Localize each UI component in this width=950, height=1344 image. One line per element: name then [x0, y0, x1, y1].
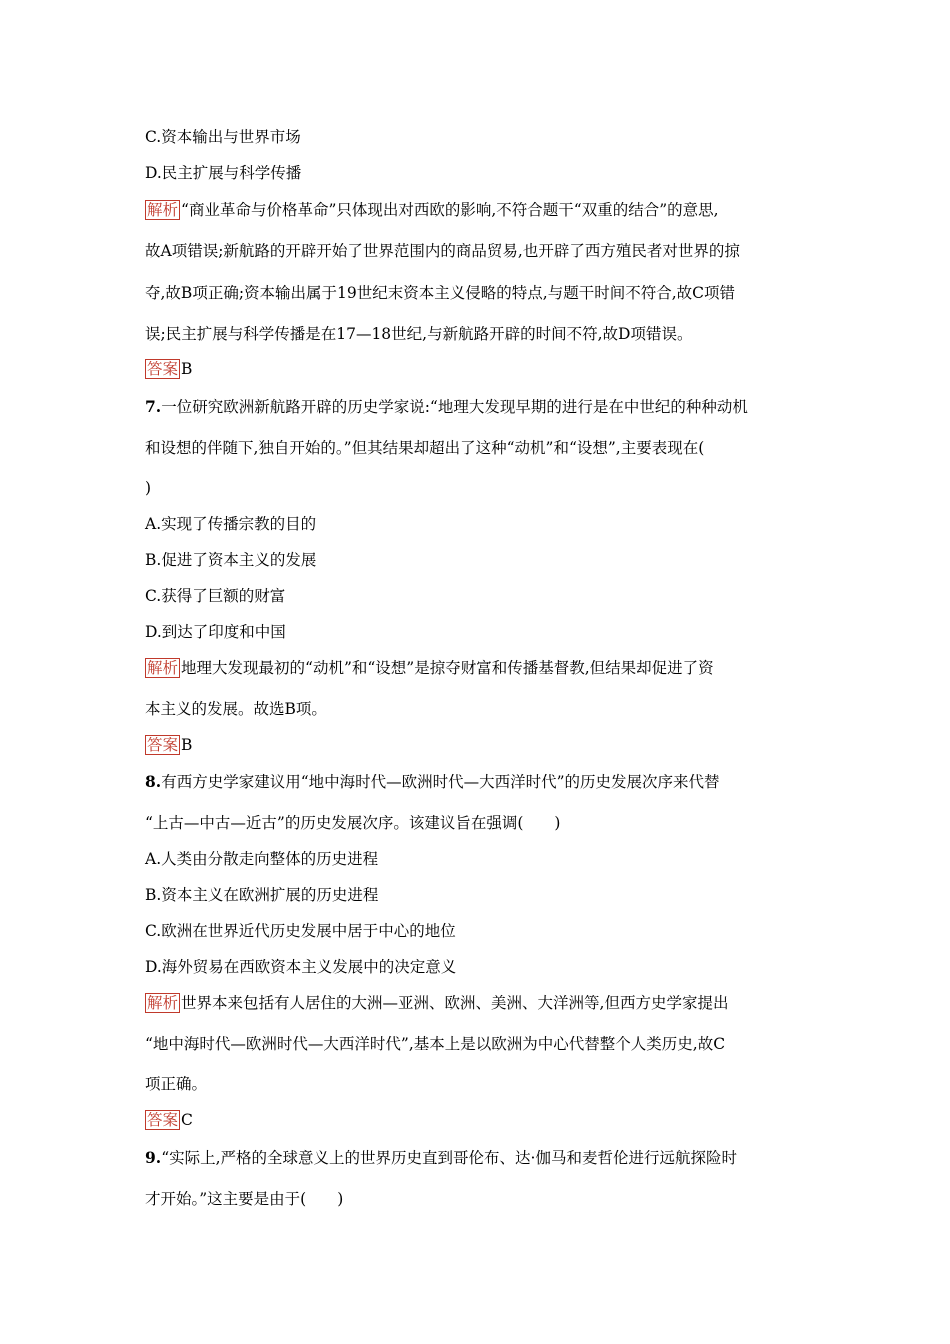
q9-stem-line-2: 才开始。”这主要是由于( ): [145, 1190, 344, 1208]
q6-analysis-line-3: 夺,故B项正确;资本输出属于19世纪末资本主义侵略的特点,与题干时间不符合,故C项错: [145, 284, 735, 302]
q7-stem-text-1: 一位研究欧洲新航路开辟的历史学家说:“地理大发现早期的进行是在中世纪的种种动机: [161, 398, 748, 416]
q7-stem-line-1: [145, 396, 748, 418]
q8-option-a: A.人类由分散走向整体的历史进程: [145, 850, 379, 868]
q7-number: 7.: [145, 397, 162, 416]
q8-number: 8.: [145, 772, 162, 791]
q8-option-b: B.资本主义在欧洲扩展的历史进程: [145, 886, 379, 904]
q8-stem-line-1: [145, 771, 720, 793]
q8-stem-line-2: “上古—中古—近古”的历史发展次序。该建议旨在强调( ): [145, 814, 561, 832]
q6-answer-value: B: [181, 360, 193, 378]
q6-analysis-text-1: “商业革命与价格革命”只体现出对西欧的影响,不符合题干“双重的结合”的意思,: [181, 201, 719, 219]
q8-answer-value: C: [181, 1111, 193, 1129]
q8-answer: [145, 1109, 193, 1131]
q6-option-d: D.民主扩展与科学传播: [145, 164, 302, 182]
q9-number: 9.: [145, 1148, 162, 1167]
analysis-tag: 解析: [147, 994, 179, 1012]
q8-option-d: D.海外贸易在西欧资本主义发展中的决定意义: [145, 958, 457, 976]
q7-option-c: C.获得了巨额的财富: [145, 587, 286, 605]
q7-option-b: B.促进了资本主义的发展: [145, 551, 317, 569]
q6-option-c: C.资本输出与世界市场: [145, 128, 301, 146]
q8-analysis-text-1: 世界本来包括有人居住的大洲—亚洲、欧洲、美洲、大洋洲等,但西方史学家提出: [181, 994, 729, 1012]
q6-analysis-line-1: [145, 199, 719, 221]
q7-stem-line-2: 和设想的伴随下,独自开始的。”但其结果却超出了这种“动机”和“设想”,主要表现在(: [145, 439, 705, 457]
q7-stem-line-3: ): [145, 479, 152, 497]
q7-analysis-line-2: 本主义的发展。故选B项。: [145, 700, 327, 718]
q7-option-d: D.到达了印度和中国: [145, 623, 286, 641]
q7-answer: [145, 734, 192, 756]
q6-analysis-line-2: 故A项错误;新航路的开辟开始了世界范围内的商品贸易,也开辟了西方殖民者对世界的掠: [145, 242, 740, 260]
q8-analysis-line-2: “地中海时代—欧洲时代—大西洋时代”,基本上是以欧洲为中心代替整个人类历史,故C: [145, 1035, 726, 1053]
answer-tag: 答案: [147, 736, 179, 754]
q7-answer-value: B: [181, 736, 193, 754]
q7-analysis-text-1: 地理大发现最初的“动机”和“设想”是掠夺财富和传播基督教,但结果却促进了资: [181, 659, 714, 677]
analysis-tag: 解析: [147, 659, 179, 677]
q8-stem-text-1: 有西方史学家建议用“地中海时代—欧洲时代—大西洋时代”的历史发展次序来代替: [161, 773, 720, 791]
answer-tag: 答案: [147, 360, 179, 378]
q7-option-a: A.实现了传播宗教的目的: [145, 515, 317, 533]
answer-tag: 答案: [147, 1111, 179, 1129]
q6-analysis-line-4: 误;民主扩展与科学传播是在17—18世纪,与新航路开辟的时间不符,故D项错误。: [145, 325, 693, 343]
q7-analysis-line-1: [145, 657, 714, 679]
q9-stem-line-1: [145, 1147, 737, 1169]
q6-answer: [145, 358, 192, 380]
analysis-tag: 解析: [147, 201, 179, 219]
q8-analysis-line-1: [145, 992, 728, 1014]
q8-option-c: C.欧洲在世界近代历史发展中居于中心的地位: [145, 922, 456, 940]
q8-analysis-line-3: 项正确。: [145, 1075, 208, 1093]
q9-stem-text-1: “实际上,严格的全球意义上的世界历史直到哥伦布、达·伽马和麦哲伦进行远航探险时: [161, 1149, 737, 1167]
